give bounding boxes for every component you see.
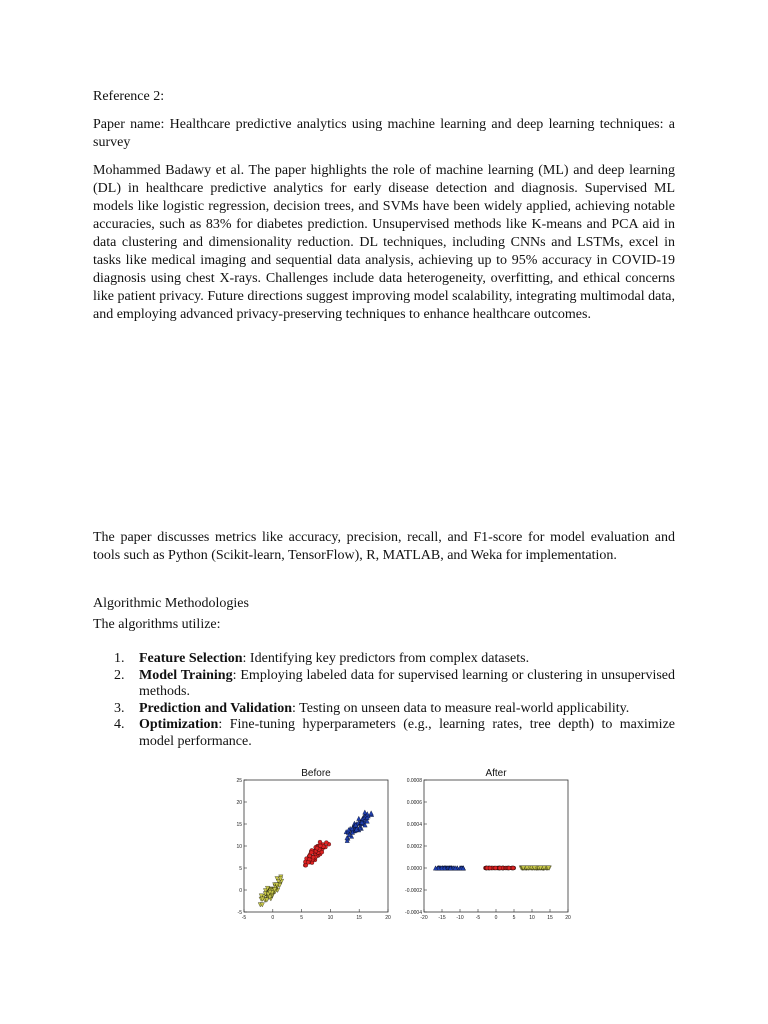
scatter-point	[498, 866, 502, 870]
series-cluster-1	[519, 866, 551, 870]
series-cluster-2	[483, 866, 515, 870]
x-tick-label: 5	[512, 915, 516, 921]
x-tick-label: 0	[271, 915, 275, 921]
list-number: 4.	[114, 717, 125, 732]
x-tick-label: 10	[529, 915, 535, 921]
x-tick-label: 5	[300, 915, 303, 921]
plot-frame	[424, 780, 568, 912]
step-description: : Identifying key predictors from complex datasets.	[242, 651, 530, 666]
y-tick-label: 0.0008	[406, 778, 422, 784]
x-tick-label: 0	[494, 915, 498, 921]
chart-panel-after	[405, 768, 571, 921]
y-tick-label: -5	[237, 910, 242, 916]
x-tick-label: 20	[385, 915, 391, 921]
x-tick-label: -10	[456, 915, 464, 921]
x-tick-label: 20	[565, 915, 571, 921]
x-tick-label: -5	[475, 915, 481, 921]
step-description: : Employing labeled data for supervised learning or clustering in unsupervised methods.	[139, 667, 675, 699]
y-tick-label: 20	[236, 800, 242, 806]
y-tick-label: 0.0006	[406, 800, 422, 806]
before-after-figure	[230, 764, 576, 924]
step-term: Optimization	[139, 717, 219, 732]
list-number: 2.	[114, 667, 125, 683]
paper-name: Paper name: Healthcare predictive analytics using machine learning and deep learning techniques: a survey	[93, 117, 675, 150]
list-item	[93, 668, 675, 701]
scatter-point	[311, 855, 315, 859]
summary-paragraph: Mohammed Badawy et al. The paper highlights the role of machine learning (ML) and deep learning (DL) in healthcare predictive analytics for early disease detection and diagnosis. Supervised ML models like logistic regression, decision trees, and SVMs have been widely applied, achieving notable accuracies, such as 83% for diabetes prediction. Unsupervised methods like K-means and PCA aid in data clustering and dimensionality reduction. DL techniques, including CNNs and LSTMs, excel in tasks like medical imaging and sequential data analysis, achieving up to 95% accuracy in COVID-19 diagnosis using chest X-rays. Challenges include data heterogeneity, overfitting, and ethical concerns like patient privacy. Future directions suggest improving model scalability, integrating multimodal data, and employing advanced privacy-preserving techniques to enhance healthcare outcomes.	[93, 163, 675, 322]
scatter-point	[511, 866, 515, 870]
list-item	[93, 651, 675, 668]
scatter-point	[306, 860, 310, 864]
scatter-point	[320, 850, 324, 854]
x-tick-label: 15	[356, 915, 362, 921]
scatter-point	[494, 866, 498, 870]
step-term: Prediction and Validation	[139, 700, 293, 716]
y-tick-label: -0.0004	[405, 910, 422, 916]
y-tick-label: 5	[239, 866, 242, 872]
metrics-paragraph: The paper discusses metrics like accuracy, precision, recall, and F1-score for model evaluation and tools such as Python (Scikit-learn, TensorFlow), R, MATLAB, and Weka for implementation.	[93, 530, 675, 563]
chart-title: After	[485, 768, 507, 779]
y-tick-label: 0.0004	[406, 822, 422, 828]
list-item	[93, 717, 675, 750]
list-number: 1.	[114, 651, 125, 666]
x-tick-label: -5	[241, 915, 247, 921]
x-tick-label: 10	[327, 915, 334, 921]
series-cluster-3	[433, 866, 465, 870]
list-number: 3.	[114, 700, 125, 716]
y-tick-label: 0	[239, 888, 242, 894]
y-tick-label: 0.0002	[406, 844, 422, 850]
chart-panel-before	[236, 768, 391, 921]
x-tick-label: -20	[420, 915, 428, 921]
step-description: : Testing on unseen data to measure real-world applicability.	[292, 700, 630, 716]
x-tick-label: -15	[438, 915, 446, 921]
methodologies-heading: Algorithmic Methodologies	[93, 596, 249, 611]
list-item	[93, 701, 675, 718]
chart-title: Before	[301, 768, 331, 779]
y-tick-label: -0.0002	[405, 888, 422, 894]
step-term: Feature Selection	[139, 651, 243, 666]
scatter-point	[315, 846, 319, 850]
scatter-point	[488, 866, 492, 870]
step-term: Model Training	[139, 667, 233, 683]
scatter-point	[318, 840, 322, 844]
step-description: : Fine-tuning hyperparameters (e.g., learning rates, tree depth) to maximize model performance.	[139, 717, 675, 749]
y-tick-label: 0.0000	[406, 866, 422, 872]
y-tick-label: 25	[236, 778, 242, 784]
y-tick-label: 10	[236, 844, 242, 850]
y-tick-label: 15	[236, 822, 242, 828]
algorithm-steps-list	[93, 651, 675, 750]
reference-heading: Reference 2:	[93, 89, 165, 104]
scatter-figure-svg	[230, 764, 576, 924]
x-tick-label: 15	[547, 915, 553, 921]
algorithms-intro: The algorithms utilize:	[93, 617, 221, 632]
